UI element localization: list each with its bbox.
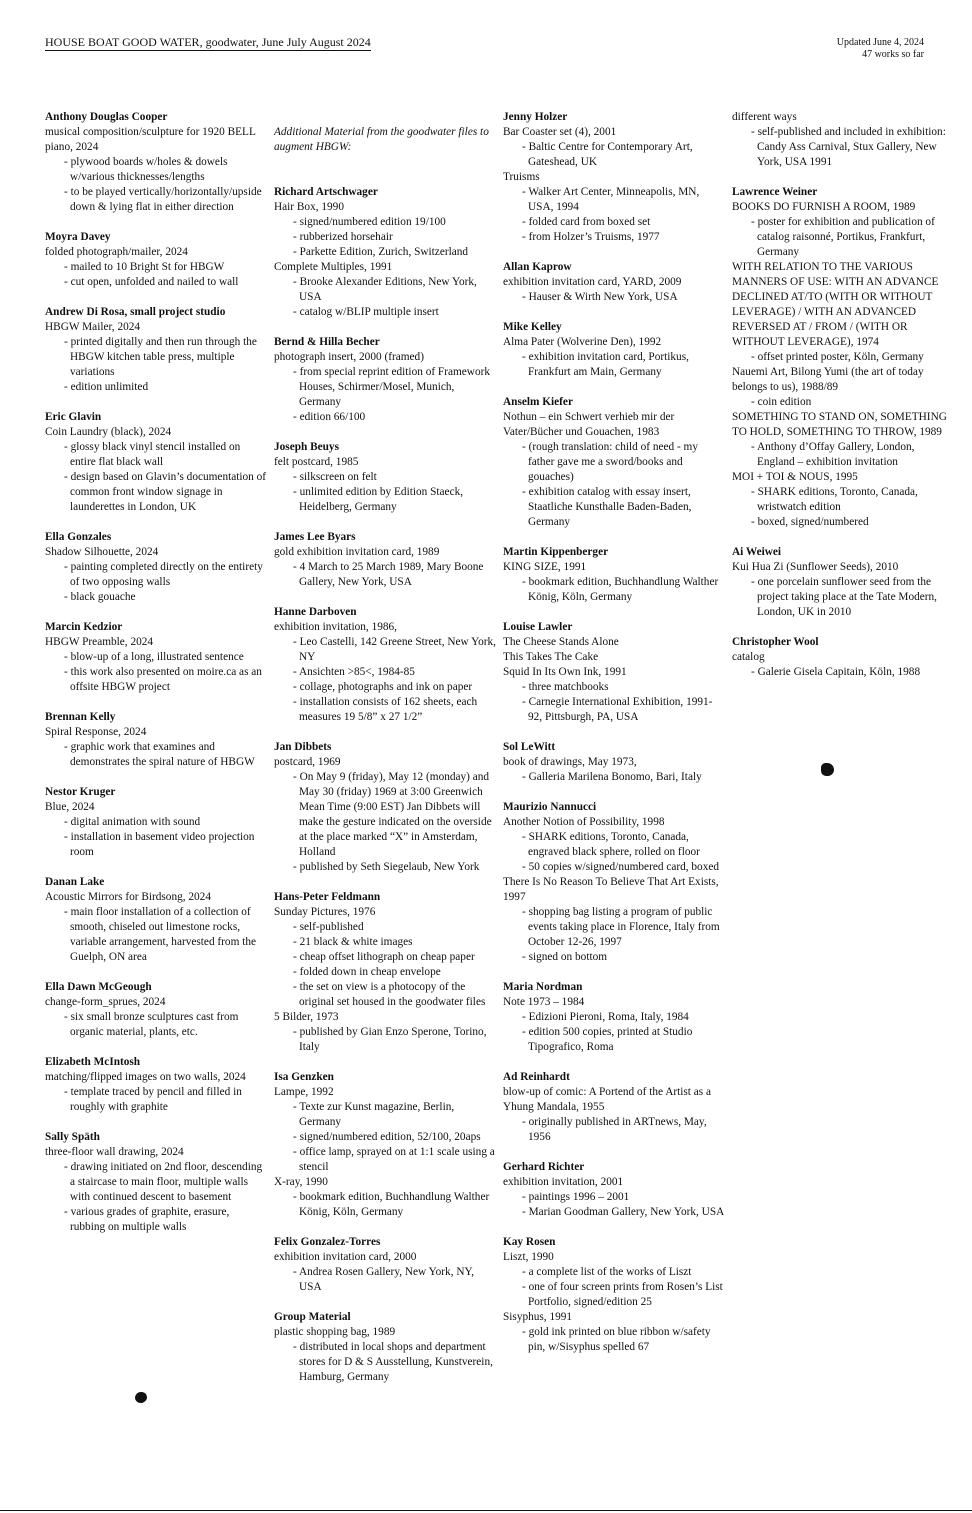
artist-name: Christopher Wool [732, 636, 819, 648]
work-title: matching/flipped images on two walls, 2024 [45, 1071, 246, 1083]
ink-blot [134, 1391, 148, 1405]
artwork-entry [503, 395, 725, 530]
work-detail: - drawing initiated on 2nd floor, descending a staircase to main floor, multiple walls with continued descent to basement [64, 1161, 263, 1203]
work-title: book of drawings, May 1973, [503, 756, 637, 768]
work-detail: - signed/numbered edition 19/100 [293, 216, 446, 228]
work-detail: - folded down in cheap envelope [293, 966, 441, 978]
work-detail: - Marian Goodman Gallery, New York, USA [522, 1206, 725, 1218]
work-title: musical composition/sculpture for 1920 BELL piano, 2024 [45, 126, 256, 153]
work-title: exhibition invitation card, YARD, 2009 [503, 276, 682, 288]
work-detail: - cut open, unfolded and nailed to wall [64, 276, 239, 288]
artwork-entry [274, 440, 496, 515]
work-detail: - distributed in local shops and department stores for D & S Ausstellung, Kunstverein, Hamburg, Germany [293, 1341, 493, 1383]
artist-name: Gerhard Richter [503, 1161, 585, 1173]
work-detail: - installation in basement video projection room [64, 831, 255, 858]
work-detail: - Anthony d’Offay Gallery, London, England – exhibition invitation [751, 441, 915, 468]
artwork-entry [45, 875, 267, 965]
artist-name: Elizabeth McIntosh [45, 1056, 141, 1068]
update-info [837, 37, 924, 61]
work-detail: - mailed to 10 Bright St for HBGW [64, 261, 225, 273]
work-detail: - office lamp, sprayed on at 1:1 scale using a stencil [293, 1146, 495, 1173]
artist-name: Maurizio Nannucci [503, 801, 597, 813]
work-title: Hair Box, 1990 [274, 201, 344, 213]
work-detail: - Andrea Rosen Gallery, New York, NY, USA [293, 1266, 475, 1293]
artwork-entry [45, 980, 267, 1040]
artist-name: Anselm Kiefer [503, 396, 573, 408]
work-detail: - originally published in ARTnews, May, 1956 [522, 1116, 707, 1143]
work-detail: - Leo Castelli, 142 Greene Street, New York, NY [293, 636, 496, 663]
artwork-entry [45, 710, 267, 770]
artist-name: Ai Weiwei [732, 546, 782, 558]
work-detail: - shopping bag listing a program of public events taking place in Florence, Italy from October 12-26, 1997 [522, 906, 720, 948]
document-title: HOUSE BOAT GOOD WATER, goodwater, June July August 2024 [45, 35, 371, 49]
artist-name: Ella Gonzales [45, 531, 112, 543]
artist-name: Ad Reinhardt [503, 1071, 570, 1083]
work-detail: - Hauser & Wirth New York, USA [522, 291, 678, 303]
artist-name: Lawrence Weiner [732, 186, 818, 198]
work-detail: - one porcelain sunflower seed from the project taking place at the Tate Modern, London, UK in 2010 [751, 576, 937, 618]
work-title: Blue, 2024 [45, 801, 95, 813]
ink-blot [821, 763, 834, 776]
work-title: Another Notion of Possibility, 1998 [503, 816, 665, 828]
artwork-entry [45, 410, 267, 515]
work-detail: - On May 9 (friday), May 12 (monday) and May 30 (friday) 1969 at 3:00 Greenwich Mean Time (9:00 EST) Jan Dibbets will make the gesture indicated on the overside at the place marked “X” in Amsterdam, Holland [293, 771, 492, 858]
work-detail: - Edizioni Pieroni, Roma, Italy, 1984 [522, 1011, 689, 1023]
work-detail: - Walker Art Center, Minneapolis, MN, USA, 1994 [522, 186, 700, 213]
work-title: plastic shopping bag, 1989 [274, 1326, 396, 1338]
work-detail: - installation consists of 162 sheets, each measures 19 5/8” x 27 1/2” [293, 696, 478, 723]
artwork-entry [45, 1055, 267, 1115]
artist-name: Kay Rosen [503, 1236, 556, 1248]
work-detail: - three matchbooks [522, 681, 609, 693]
artwork-entry [732, 545, 954, 620]
column-1 [45, 110, 267, 1250]
work-detail: - exhibition catalog with essay insert, Staatliche Kunsthalle Baden-Baden, Germany [522, 486, 692, 528]
artwork-entry [503, 620, 725, 725]
work-title: Nauemi Art, Bilong Yumi (the art of today belongs to us), 1988/89 [732, 366, 924, 393]
work-title: Spiral Response, 2024 [45, 726, 147, 738]
artist-name: Danan Lake [45, 876, 105, 888]
work-detail: - Galleria Marilena Bonomo, Bari, Italy [522, 771, 702, 783]
work-detail: - digital animation with sound [64, 816, 201, 828]
work-detail: - graphic work that examines and demonstrates the spiral nature of HBGW [64, 741, 255, 768]
artwork-entry [503, 980, 725, 1055]
work-detail: - self-published and included in exhibition: Candy Ass Carnival, Stux Gallery, New York, USA 1991 [751, 126, 946, 168]
work-title: KING SIZE, 1991 [503, 561, 587, 573]
work-detail: - self-published [293, 921, 364, 933]
work-detail: - to be played vertically/horizontally/upside down & lying flat in either direction [64, 186, 262, 213]
work-title: Liszt, 1990 [503, 1251, 554, 1263]
artwork-entry [45, 1130, 267, 1235]
work-detail: - this work also presented on moire.ca as an offsite HBGW project [64, 666, 262, 693]
work-detail: - glossy black vinyl stencil installed on entire flat black wall [64, 441, 241, 468]
artist-name: Ella Dawn McGeough [45, 981, 152, 993]
artist-name: Bernd & Hilla Becher [274, 336, 380, 348]
work-title: felt postcard, 1985 [274, 456, 359, 468]
artwork-entry [732, 110, 954, 170]
work-detail: - 21 black & white images [293, 936, 413, 948]
work-title: Bar Coaster set (4), 2001 [503, 126, 617, 138]
work-detail: - SHARK editions, Toronto, Canada, engraved black sphere, rolled on floor [522, 831, 700, 858]
artist-name: Andrew Di Rosa, small project studio [45, 306, 226, 318]
work-detail: - bookmark edition, Buchhandlung Walther König, Köln, Germany [293, 1191, 490, 1218]
work-title: photograph insert, 2000 (framed) [274, 351, 424, 363]
work-detail: - signed on bottom [522, 951, 608, 963]
artist-name: Eric Glavin [45, 411, 102, 423]
artist-name: Felix Gonzalez-Torres [274, 1236, 381, 1248]
artwork-entry [503, 740, 725, 785]
artist-name: Moyra Davey [45, 231, 111, 243]
artist-name: James Lee Byars [274, 531, 356, 543]
artwork-entry [45, 620, 267, 695]
work-detail: - from Holzer’s Truisms, 1977 [522, 231, 660, 243]
work-detail: - printed digitally and then run through the HBGW kitchen table press, multiple variations [64, 336, 257, 378]
work-title: 5 Bilder, 1973 [274, 1011, 339, 1023]
work-detail: - rubberized horsehair [293, 231, 393, 243]
work-title: Nothun – ein Schwert verhieb mir der Vater/Bücher und Gouachen, 1983 [503, 411, 675, 438]
work-detail: - template traced by pencil and filled in roughly with graphite [64, 1086, 242, 1113]
work-title: BOOKS DO FURNISH A ROOM, 1989 [732, 201, 916, 213]
artwork-entry [503, 1160, 725, 1220]
work-detail: - collage, photographs and ink on paper [293, 681, 473, 693]
work-title: blow-up of comic: A Portend of the Artist as a Yhung Mandala, 1955 [503, 1086, 712, 1113]
work-title: exhibition invitation, 1986, [274, 621, 398, 633]
artist-name: Anthony Douglas Cooper [45, 111, 168, 123]
artist-name: Louise Lawler [503, 621, 573, 633]
artist-name: Maria Nordman [503, 981, 583, 993]
work-title: SOMETHING TO STAND ON, SOMETHING TO HOLD, SOMETHING TO THROW, 1989 [732, 411, 947, 438]
artist-name: Sally Späth [45, 1131, 100, 1143]
work-title: HBGW Preamble, 2024 [45, 636, 154, 648]
work-detail: - exhibition invitation card, Portikus, Frankfurt am Main, Germany [522, 351, 689, 378]
artist-name: Martin Kippenberger [503, 546, 609, 558]
work-title: Sisyphus, 1991 [503, 1311, 573, 1323]
work-detail: - signed/numbered edition, 52/100, 20aps [293, 1131, 481, 1143]
work-detail: - boxed, signed/numbered [751, 516, 869, 528]
work-detail: - folded card from boxed set [522, 216, 651, 228]
work-title: X-ray, 1990 [274, 1176, 328, 1188]
work-detail: - 4 March to 25 March 1989, Mary Boone Gallery, New York, USA [293, 561, 484, 588]
column-4 [732, 110, 954, 695]
artwork-entry [274, 185, 496, 320]
artwork-entry [503, 545, 725, 605]
work-title: catalog [732, 651, 765, 663]
artwork-entry [45, 305, 267, 395]
work-title: Sunday Pictures, 1976 [274, 906, 376, 918]
works-count: 47 works so far [862, 49, 924, 60]
artwork-entry [503, 110, 725, 245]
work-title: Lampe, 1992 [274, 1086, 334, 1098]
work-detail: - (rough translation: child of need - my father gave me a sword/books and gouaches) [522, 441, 698, 483]
artwork-entry [45, 785, 267, 860]
artist-name: Jan Dibbets [274, 741, 332, 753]
work-title: There Is No Reason To Believe That Art Exists, 1997 [503, 876, 719, 903]
column-3 [503, 110, 725, 1370]
work-detail: - plywood boards w/holes & dowels w/various thicknesses/lengths [64, 156, 228, 183]
work-title: postcard, 1969 [274, 756, 341, 768]
artwork-entry [45, 110, 267, 215]
artist-name: Nestor Kruger [45, 786, 116, 798]
work-title: Kui Hua Zi (Sunflower Seeds), 2010 [732, 561, 899, 573]
work-detail: - catalog w/BLIP multiple insert [293, 306, 439, 318]
work-detail: - coin edition [751, 396, 812, 408]
work-detail: - main floor installation of a collection of smooth, chiseled out limestone rocks, variable arrangement, harvested from the Guelph, ON area [64, 906, 256, 963]
artist-name: Joseph Beuys [274, 441, 339, 453]
work-detail: - a complete list of the works of Liszt [522, 1266, 692, 1278]
work-detail: - paintings 1996 – 2001 [522, 1191, 630, 1203]
work-detail: - various grades of graphite, erasure, rubbing on multiple walls [64, 1206, 230, 1233]
work-title: three-floor wall drawing, 2024 [45, 1146, 184, 1158]
artwork-entry [274, 740, 496, 875]
work-detail: - Baltic Centre for Contemporary Art, Gateshead, UK [522, 141, 693, 168]
work-title: Acoustic Mirrors for Birdsong, 2024 [45, 891, 211, 903]
work-title: Alma Pater (Wolverine Den), 1992 [503, 336, 662, 348]
work-detail: - design based on Glavin’s documentation of common front window signage in launderettes in London, UK [64, 471, 267, 513]
work-detail: - Ansichten >85<, 1984-85 [293, 666, 415, 678]
artist-name: Richard Artschwager [274, 186, 378, 198]
column-intro: Additional Material from the goodwater files to augment HBGW: [274, 126, 489, 153]
work-title: Shadow Silhouette, 2024 [45, 546, 159, 558]
work-title: Complete Multiples, 1991 [274, 261, 393, 273]
work-detail: - poster for exhibition and publication of catalog raisonné, Portikus, Frankfurt, Germany [751, 216, 935, 258]
artwork-entry [503, 1070, 725, 1145]
artwork-entry [503, 320, 725, 380]
work-detail: - from special reprint edition of Framework Houses, Schirmer/Mosel, Munich, Germany [293, 366, 491, 408]
work-detail: - six small bronze sculptures cast from organic material, plants, etc. [64, 1011, 239, 1038]
work-detail: - blow-up of a long, illustrated sentence [64, 651, 244, 663]
artwork-entry [274, 890, 496, 1055]
work-detail: - unlimited edition by Edition Staeck, Heidelberg, Germany [293, 486, 464, 513]
artist-name: Mike Kelley [503, 321, 562, 333]
artist-name: Hanne Darboven [274, 606, 357, 618]
work-title: This Takes The Cake [503, 651, 599, 663]
work-detail: - black gouache [64, 591, 136, 603]
artist-name: Hans-Peter Feldmann [274, 891, 381, 903]
artist-name: Group Material [274, 1311, 351, 1323]
work-title: The Cheese Stands Alone [503, 636, 619, 648]
work-detail: - Carnegie International Exhibition, 1991-92, Pittsburgh, PA, USA [522, 696, 713, 723]
artwork-entry [503, 800, 725, 965]
column-2 [274, 110, 496, 1400]
work-detail: - Brooke Alexander Editions, New York, USA [293, 276, 477, 303]
work-detail: - gold ink printed on blue ribbon w/safety pin, w/Sisyphus spelled 67 [522, 1326, 711, 1353]
work-title: folded photograph/mailer, 2024 [45, 246, 188, 258]
work-detail: - offset printed poster, Köln, Germany [751, 351, 924, 363]
work-detail: - published by Seth Siegelaub, New York [293, 861, 480, 873]
work-title: exhibition invitation card, 2000 [274, 1251, 417, 1263]
work-detail: - one of four screen prints from Rosen’s List Portfolio, signed/edition 25 [522, 1281, 723, 1308]
artwork-entry [274, 1310, 496, 1385]
updated-date: Updated June 4, 2024 [836, 37, 924, 48]
artwork-entry [274, 1070, 496, 1220]
artist-name: Sol LeWitt [503, 741, 556, 753]
work-title: MOI + TOI & NOUS, 1995 [732, 471, 858, 483]
artwork-entry [274, 335, 496, 425]
work-detail: - edition 500 copies, printed at Studio Tipografico, Roma [522, 1026, 693, 1053]
work-title: Coin Laundry (black), 2024 [45, 426, 172, 438]
artwork-entry [503, 1235, 725, 1355]
work-detail: - bookmark edition, Buchhandlung Walther König, Köln, Germany [522, 576, 719, 603]
artwork-entry [45, 230, 267, 290]
work-detail: - SHARK editions, Toronto, Canada, wristwatch edition [751, 486, 918, 513]
artwork-entry [503, 260, 725, 305]
artist-name: Allan Kaprow [503, 261, 572, 273]
artist-name: Jenny Holzer [503, 111, 568, 123]
artist-name: Isa Genzken [274, 1071, 334, 1083]
artwork-entry [274, 530, 496, 590]
work-detail: - painting completed directly on the entirety of two opposing walls [64, 561, 263, 588]
artist-name: Marcin Kedzior [45, 621, 123, 633]
work-detail: - edition unlimited [64, 381, 149, 393]
work-title: Squid In Its Own Ink, 1991 [503, 666, 627, 678]
work-detail: - silkscreen on felt [293, 471, 377, 483]
work-detail: - 50 copies w/signed/numbered card, boxed [522, 861, 720, 873]
work-detail: - Texte zur Kunst magazine, Berlin, Germany [293, 1101, 455, 1128]
work-title: Truisms [503, 171, 540, 183]
artwork-entry [732, 185, 954, 530]
work-detail: - edition 66/100 [293, 411, 366, 423]
artwork-entry [45, 530, 267, 605]
work-title: gold exhibition invitation card, 1989 [274, 546, 440, 558]
work-detail: - published by Gian Enzo Sperone, Torino, Italy [293, 1026, 487, 1053]
work-title: WITH RELATION TO THE VARIOUS MANNERS OF USE: WITH AN ADVANCE DECLINED AT/TO (WITH OR WITHOUT LEVERAGE) / WITH AN ADVANCED REVERSED AT / FROM / (WITH OR WITHOUT LEVERAGE), 1974 [732, 261, 939, 348]
work-title: Note 1973 – 1984 [503, 996, 585, 1008]
work-line: different ways [732, 111, 797, 123]
work-detail: - cheap offset lithograph on cheap paper [293, 951, 475, 963]
footer-rule [0, 1510, 972, 1511]
work-title: HBGW Mailer, 2024 [45, 321, 141, 333]
artist-name: Brennan Kelly [45, 711, 116, 723]
artwork-entry [274, 1235, 496, 1295]
work-detail: - the set on view is a photocopy of the original set housed in the goodwater files [293, 981, 486, 1008]
work-detail: - Galerie Gisela Capitain, Köln, 1988 [751, 666, 921, 678]
work-title: change-form_sprues, 2024 [45, 996, 166, 1008]
work-title: exhibition invitation, 2001 [503, 1176, 624, 1188]
artwork-entry [274, 605, 496, 725]
artwork-entry [732, 635, 954, 680]
work-detail: - Parkette Edition, Zurich, Switzerland [293, 246, 469, 258]
